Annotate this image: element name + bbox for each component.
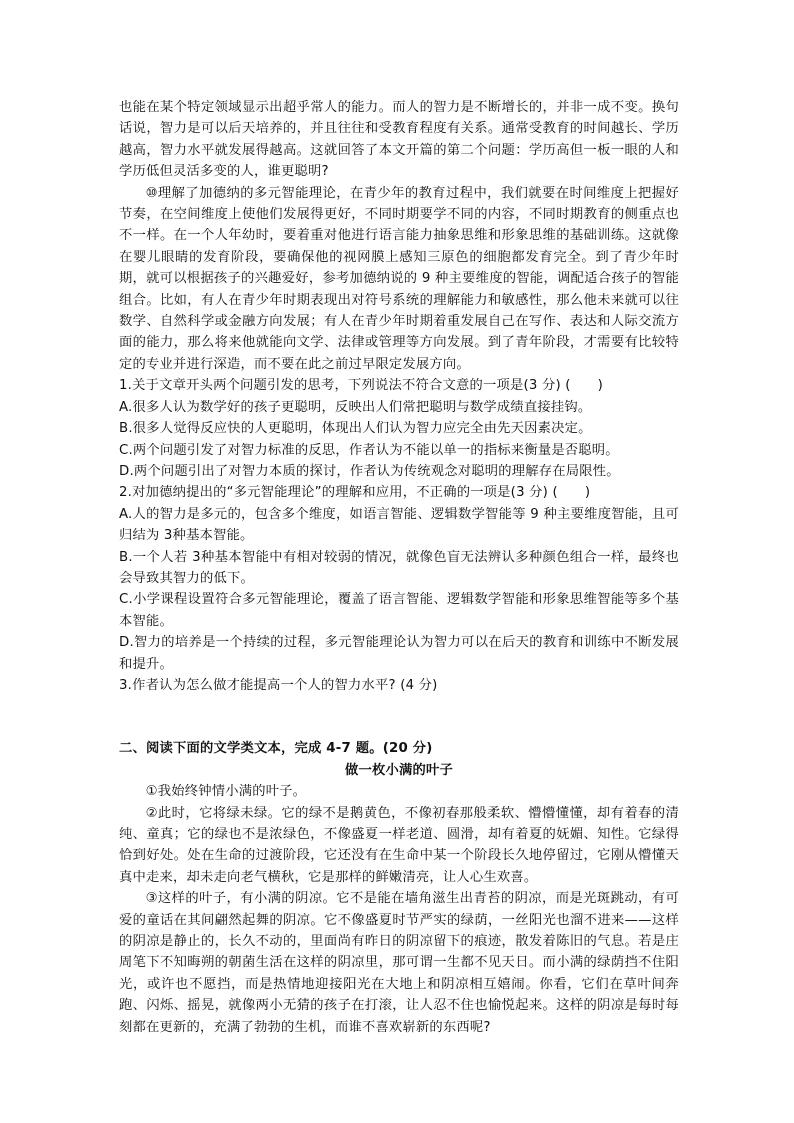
paragraph-10: ⑩理解了加德纳的多元智能理论，在青少年的教育过程中，我们就要在时间维度上把握好节奏，在空间维度上使他们发展得更好，不同时期要学不同的内容，不同时期教育的侧重点也不一样。在一个人年幼时，要着重对他进行语言能力抽象思维和形象思维的基础训练。这就像在婴儿眼睛的发育阶段，要确保他的视网膜上感知三原色的细胞都发育完全。到了青少年时期，就可以根据孩子的兴趣爱好，参考加德纳说的 9 种主要维度的智能，调配适合孩子的智能组合。比如，有人在青少年时期表现出对符号系统的理解能力和敏感性，那么他未来就可以往数学、自然科学或金融方向发展；有人在青少年时期着重发展自己在写作、表达和人际交流方面的能力，那么将来他就能向文学、法律或管理等方向发展。到了青年阶段，才需要有比较特定的专业并进行深造，而不要在此之前过早限定发展方向。 [119, 185, 679, 372]
paragraph-continuation: 也能在某个特定领域显示出超乎常人的能力。而人的智力是不断增长的，并非一成不变。换句话说，智力是可以后天培养的，并且往往和受教育程度有关系。通常受教育的时间越长、学历越高，智力水平就发展得越高。这就回答了本文开篇的第二个问题：学历高但一板一眼的人和学历低但灵活多变的人，谁更聪明? [119, 100, 679, 180]
question-1-option-a: A.很多人认为数学好的孩子更聪明，反映出人们常把聪明与数学成绩直接挂钩。 [119, 399, 592, 415]
question-1-option-d: D.两个问题引出了对智力本质的探讨，作者认为传统观念对聪明的理解存在局限性。 [119, 463, 620, 479]
question-2-option-a: A.人的智力是多元的，包含多个维度，如语言智能、逻辑数学智能等 9 种主要维度智能，且可归结为 3种基本智能。 [119, 506, 679, 544]
question-2-option-c: C.小学课程设置符合多元智能理论，覆盖了语言智能、逻辑数学智能和形象思维智能等多个基本智能。 [119, 592, 679, 629]
article-title: 做一枚小满的叶子 [345, 762, 453, 778]
question-2: 2.对加德纳提出的“多元智能理论”的理解和应用，不正确的一项是(3 分) ( ) [119, 485, 591, 501]
article-paragraph-2: ②此时，它将绿未绿。它的绿不是鹅黄色，不像初春那般柔软、懵懵懂懂，却有着春的清纯、童真；它的绿也不是浓绿色，不像盛夏一样老道、圆滑，却有着夏的妩媚、知性。它绿得恰到好处。处在生命的过渡阶段，它还没有在生命中某一个阶段长久地停留过，它刚从懵懂天真中走来，却未走向老气横秋，它是那样的鲜嫩清亮，让人心生欢喜。 [119, 805, 679, 885]
section-spacer [119, 696, 679, 738]
article-paragraph-1: ①我始终钟情小满的叶子。 [145, 784, 307, 800]
question-3: 3.作者认为怎么做才能提高一个人的智力水平? (4 分) [119, 677, 438, 693]
question-1-option-b: B.很多人觉得反应快的人更聪明，体现出人们认为智力应完全由先天因素决定。 [119, 421, 592, 437]
question-2-option-b: B.一个人若 3种基本智能中有相对较弱的情况，就像色盲无法辨认多种颜色组合一样，最终也会导致其智力的低下。 [119, 549, 679, 586]
question-2-option-d: D.智力的培养是一个持续的过程，多元智能理论认为智力可以在后天的教育和训练中不断发展和提升。 [119, 635, 679, 672]
article-paragraph-3: ③这样的叶子，有小满的阴凉。它不是能在墙角滋生出青苔的阴凉，而是光斑跳动，有可爱的童话在其间翩然起舞的阴凉。它不像盛夏时节严实的绿荫，一丝阳光也溜不进来——这样的阴凉是静止的，长久不动的，里面尚有昨日的阴凉留下的痕迹，散发着陈旧的气息。若是庄周笔下不知晦朔的朝菌生活在这样的阴凉里，那可谓一生都不见天日。而小满的绿荫挡不住阳光，或许也不愿挡，而是热情地迎接阳光在大地上和阴凉相互嬉闹。你看，它们在草叶间奔跑、闪烁、摇晃，就像两小无猜的孩子在打滚，让人忍不住也愉悦起来。这样的阴凉是每时每刻都在更新的，充满了勃勃的生机，而谁不喜欢崭新的东西呢? [119, 891, 679, 1035]
question-1: 1.关于文章开头两个问题引发的思考，下列说法不符合文意的一项是(3 分) ( ) [119, 378, 604, 394]
document-body [119, 97, 679, 1038]
question-1-option-c: C.两个问题引发了对智力标准的反思，作者认为不能以单一的指标来衡量是否聪明。 [119, 442, 619, 458]
section-2-heading: 二、阅读下面的文学类文本，完成 4-7 题。(20 分) [119, 741, 433, 757]
